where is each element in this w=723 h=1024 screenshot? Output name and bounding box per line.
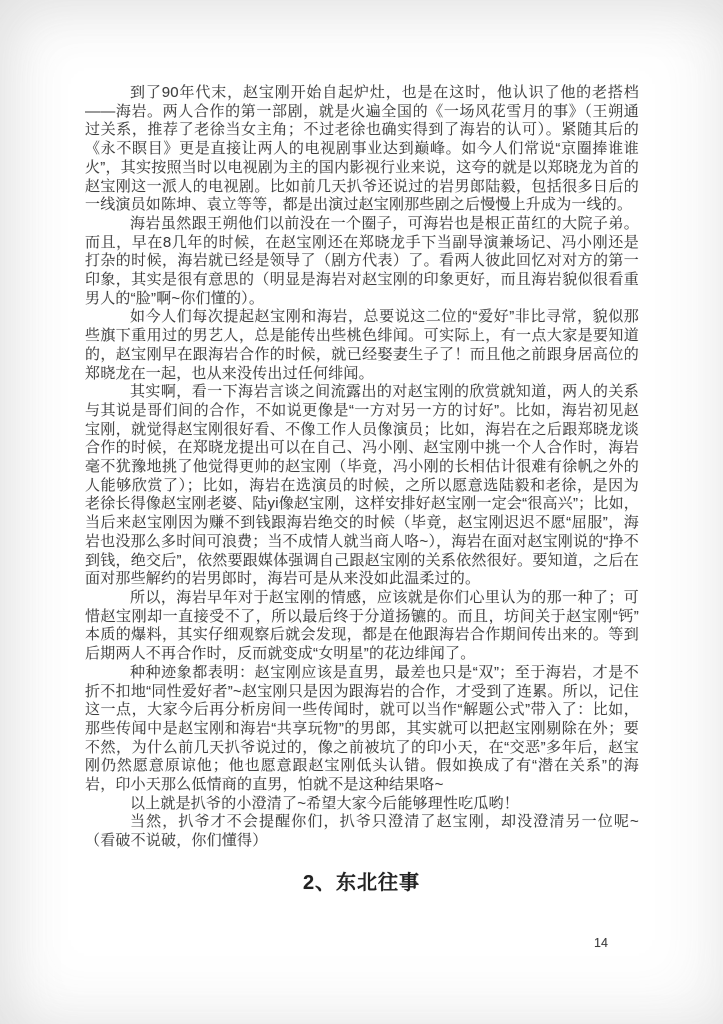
paragraph: 到了90年代末，赵宝刚开始自起炉灶，也是在这时，他认识了他的老搭档——海岩。两人合作的第一部剧，就是火遍全国的《一场风花雪月的事》（王朔通过关系，推荐了老徐当女主角；不过老徐也确实得到了海岩的认可）。紧随其后的《永不瞑目》更是直接让两人的电视剧事业达到巅峰。如今人们常说“京圈捧谁谁火”，其实按照当时以电视剧为主的国内影视行业来说，这夸的就是以郑晓龙为首的赵宝刚这一派人的电视剧。比如前几天扒爷还说过的岩男郎陆毅，包括很多日后的一线演员如陈坤、袁立等等，都是出演过赵宝刚那些剧之后慢慢上升成为一线的。 xyxy=(85,84,639,214)
paragraph: 所以，海岩早年对于赵宝刚的情感，应该就是你们心里认为的那一种了；可惜赵宝刚却一直接受不了，所以最后终于分道扬镳的。而且，坊间关于赵宝刚“钙”本质的爆料，其实仔细观察后就会发现，都是在他跟海岩合作期间传出来的。等到后期两人不再合作时，反而就变成“女明星”的花边绯闻了。 xyxy=(85,588,639,663)
paragraph: 如今人们每次提起赵宝刚和海岩，总要说这二位的“爱好”非比寻常，貌似那些旗下重用过的男艺人，总是能传出些桃色绯闻。可实际上，有一点大家是要知道的，赵宝刚早在跟海岩合作的时候，就已经娶妻生子了！而且他之前跟身居高位的郑晓龙在一起，也从来没传出过任何绯闻。 xyxy=(85,308,639,382)
paragraph: 当然，扒爷才不会提醒你们，扒爷只澄清了赵宝刚，却没澄清另一位呢~（看破不说破，你们懂得） xyxy=(85,813,639,850)
section-heading: 2、东北往事 xyxy=(302,872,421,894)
paragraph: 其实啊，看一下海岩言谈之间流露出的对赵宝刚的欣赏就知道，两人的关系与其说是哥们间的合作，不如说更像是“一方对另一方的讨好”。比如，海岩初见赵宝刚，就觉得赵宝刚很好看、不像工作人员像演员；比如，海岩在之后跟郑晓龙谈合作的时候，在郑晓龙提出可以在自己、冯小刚、赵宝刚中挑一个人合作时，海岩毫不犹豫地挑了他觉得更帅的赵宝刚（毕竟，冯小刚的长相估计很难有徐帆之外的人能够欣赏了）；比如，海岩在选演员的时候，之所以愿意选陆毅和老徐，是因为老徐长得像赵宝刚老婆、陆yi像赵宝刚，这样安排好赵宝刚一定会“很高兴”；比如，当后来赵宝刚因为赚不到钱跟海岩绝交的时候（毕竟，赵宝刚迟迟不愿“屈服”，海岩也没那么多时间可浪费；当不成情人就当商人咯~），海岩在面对赵宝刚说的“挣不到钱，绝交后”，依然要跟媒体强调自己跟赵宝刚的关系依然很好。要知道，之后在面对那些解约的岩男郎时，海岩可是从来没如此温柔过的。 xyxy=(85,383,639,588)
page-number: 14 xyxy=(594,936,608,950)
paragraph: 以上就是扒爷的小澄清了~希望大家今后能够理性吃瓜哟！ xyxy=(130,794,519,812)
paragraph: 海岩虽然跟王朔他们以前没在一个圈子，可海岩也是根正苗红的大院子弟。而且，早在8几年的时候，在赵宝刚还在郑晓龙手下当副导演兼场记、冯小刚还是打杂的时候，海岩就已经是领导了（剧方代表）了。看两人彼此回忆对对方的第一印象，其实是很有意思的（明显是海岩对赵宝刚的印象更好，而且海岩貌似很看重男人的“脸”啊~你们懂的）。 xyxy=(85,214,639,307)
paragraph: 种种迹象都表明：赵宝刚应该是直男，最差也只是“双”；至于海岩，才是不折不扣地“同性爱好者”~赵宝刚只是因为跟海岩的合作，才受到了连累。所以，记住这一点，大家今后再分析房间一些传闻时，就可以当作“解题公式”带入了：比如，那些传闻中是赵宝刚和海岩“共享玩物”的男郎，其实就可以把赵宝刚剔除在外；要不然，为什么前几天扒爷说过的，像之前被坑了的印小天，在“交恶”多年后，赵宝刚仍然愿意原谅他；他也愿意跟赵宝刚低头认错。假如换成了有“潜在关系”的海岩，印小天那么低情商的直男，怕就不是这种结果咯~ xyxy=(85,663,639,794)
article-body xyxy=(85,84,639,868)
